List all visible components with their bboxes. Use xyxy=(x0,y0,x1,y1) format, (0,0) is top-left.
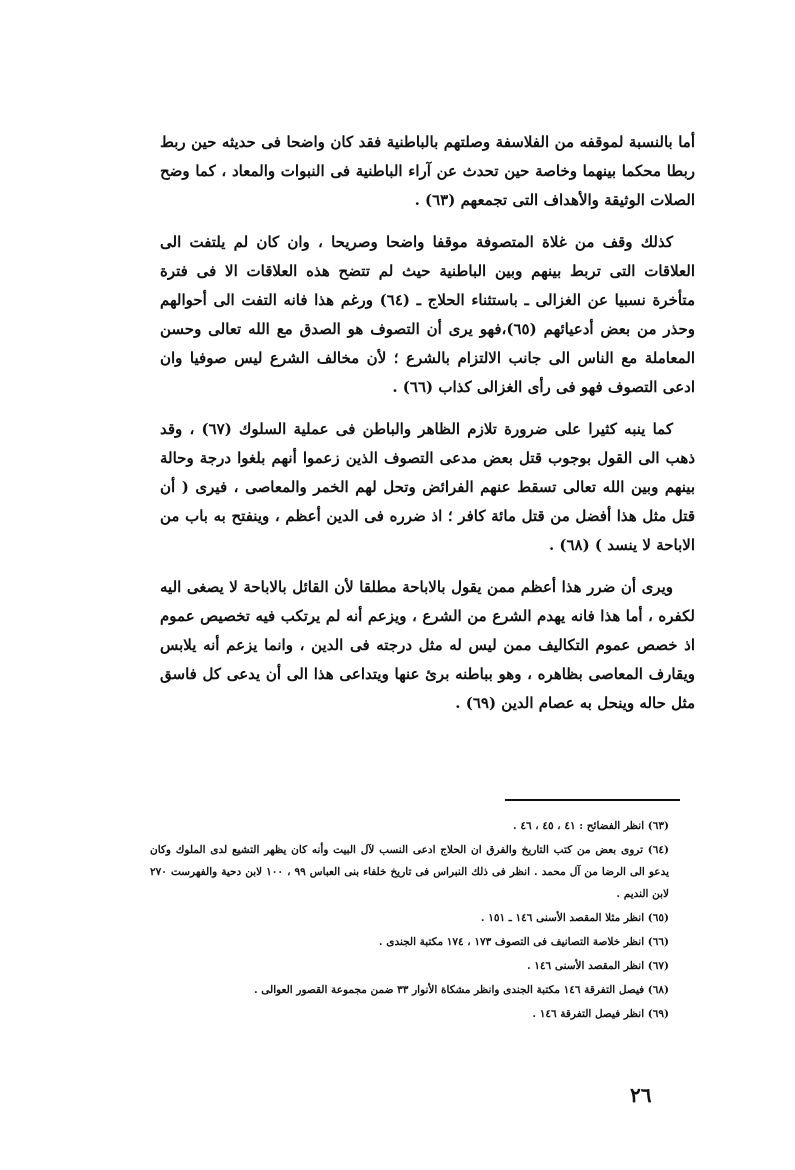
paragraph-sufis: كذلك وقف من غلاة المتصوفة موقفا واضحا وصريحا ، وان كان لم يلتفت الى العلاقات التى تربط بينهم وبين الباطنية حيث لم تتضح هذه العلاقات الا فى فترة متأخرة نسبيا عن الغزالى ـ باستثناء الحلاج ـ (٦٤) ورغم هذا فانه التفت الى أحوالهم وحذر من بعض أدعيائهم (٦٥)،فهو يرى أن التصوف هو الصدق مع الله تعالى وحسن المعاملة مع الناس الى جانب الالتزام بالشرع ؛ لأن مخالف الشرع ليس صوفيا وان ادعى التصوف فهو فى رأى الغزالى كذاب (٦٦) . xyxy=(160,233,695,396)
footnote-separator xyxy=(505,799,680,801)
footnote-67: (٦٧) انظر المقصد الأسنى ١٤٦ . xyxy=(526,960,669,972)
page-number: ٢٦ xyxy=(630,1083,652,1107)
footnote-66: (٦٦) انظر خلاصة التصانيف فى التصوف ١٧٣ ، ١٧٤ مكتبة الجندى . xyxy=(378,936,669,948)
footnote-64: (٦٤) تروى بعض من كتب التاريخ والفرق ان الحلاج ادعى النسب لآل البيت وأنه كان يظهر التشيع لدى الملوك وكان يدعو الى الرضا من آل محمد . انظر فى ذلك النبراس فى تاريخ خلفاء بنى العباس ٩٩ ، ١٠٠ لابن دحية والفهرست ٢٧٠ لابن النديم . xyxy=(150,844,669,900)
main-text xyxy=(160,128,695,731)
footnote-63: (٦٣) انظر الفضائح : ٤١ ، ٤٥ ، ٤٦ . xyxy=(513,820,669,832)
paragraph-philosophers: أما بالنسبة لموقفه من الفلاسفة وصلتهم بالباطنية فقد كان واضحا فى حديثه حين ربط ربطا محكما بينهما وخاصة حين تحدث عن آراء الباطنية فى النبوات والمعاد ، كما وضح الصلات الوثيقة والأهداف التى تجمعهم (٦٣) . xyxy=(160,133,695,209)
footnote-65: (٦٥) انظر مثلا المقصد الأسنى ١٤٦ ـ ١٥١ . xyxy=(480,912,669,924)
paragraph-harm: ويرى أن ضرر هذا أعظم ممن يقول بالاباحة مطلقا لأن القائل بالاباحة لا يصغى اليه لكفره ، أما هذا فانه يهدم الشرع من الشرع ، ويزعم أنه لم يرتكب فيه تخصيص عموم اذ خصص عموم التكاليف ممن ليس له مثل درجته فى الدين ، وانما يزعم أنه يلابس ويقارف المعاصى بظاهره ، وهو بباطنه برئ عنها ويتداعى هذا الى أن يدعى كل فاسق مثل حاله وينحل به عصام الدين (٦٩) . xyxy=(160,578,695,712)
footnote-69: (٦٩) انظر فيصل التفرقة ١٤٦ . xyxy=(532,1008,669,1020)
footnotes-list xyxy=(150,815,683,1027)
paragraph-conduct: كما ينبه كثيرا على ضرورة تلازم الظاهر والباطن فى عملية السلوك (٦٧) ، وقد ذهب الى القول بوجوب قتل بعض مدعى التصوف الذين زعموا أنهم بلغوا درجة وحالة بينهم وبين الله تعالى تسقط عنهم الفرائض وتحل لهم الخمر والمعاصى ، فيرى ( أن قتل مثل هذا أفضل من قتل مائة كافر ؛ اذ ضرره فى الدين أعظم ، وينفتح به باب من الاباحة لا ينسد ) (٦٨) . xyxy=(160,420,695,554)
footnote-68: (٦٨) فيصل التفرقة ١٤٦ مكتبة الجندى وانظر مشكاة الأنوار ٣٣ ضمن مجموعة القصور العوالى . xyxy=(253,984,669,996)
